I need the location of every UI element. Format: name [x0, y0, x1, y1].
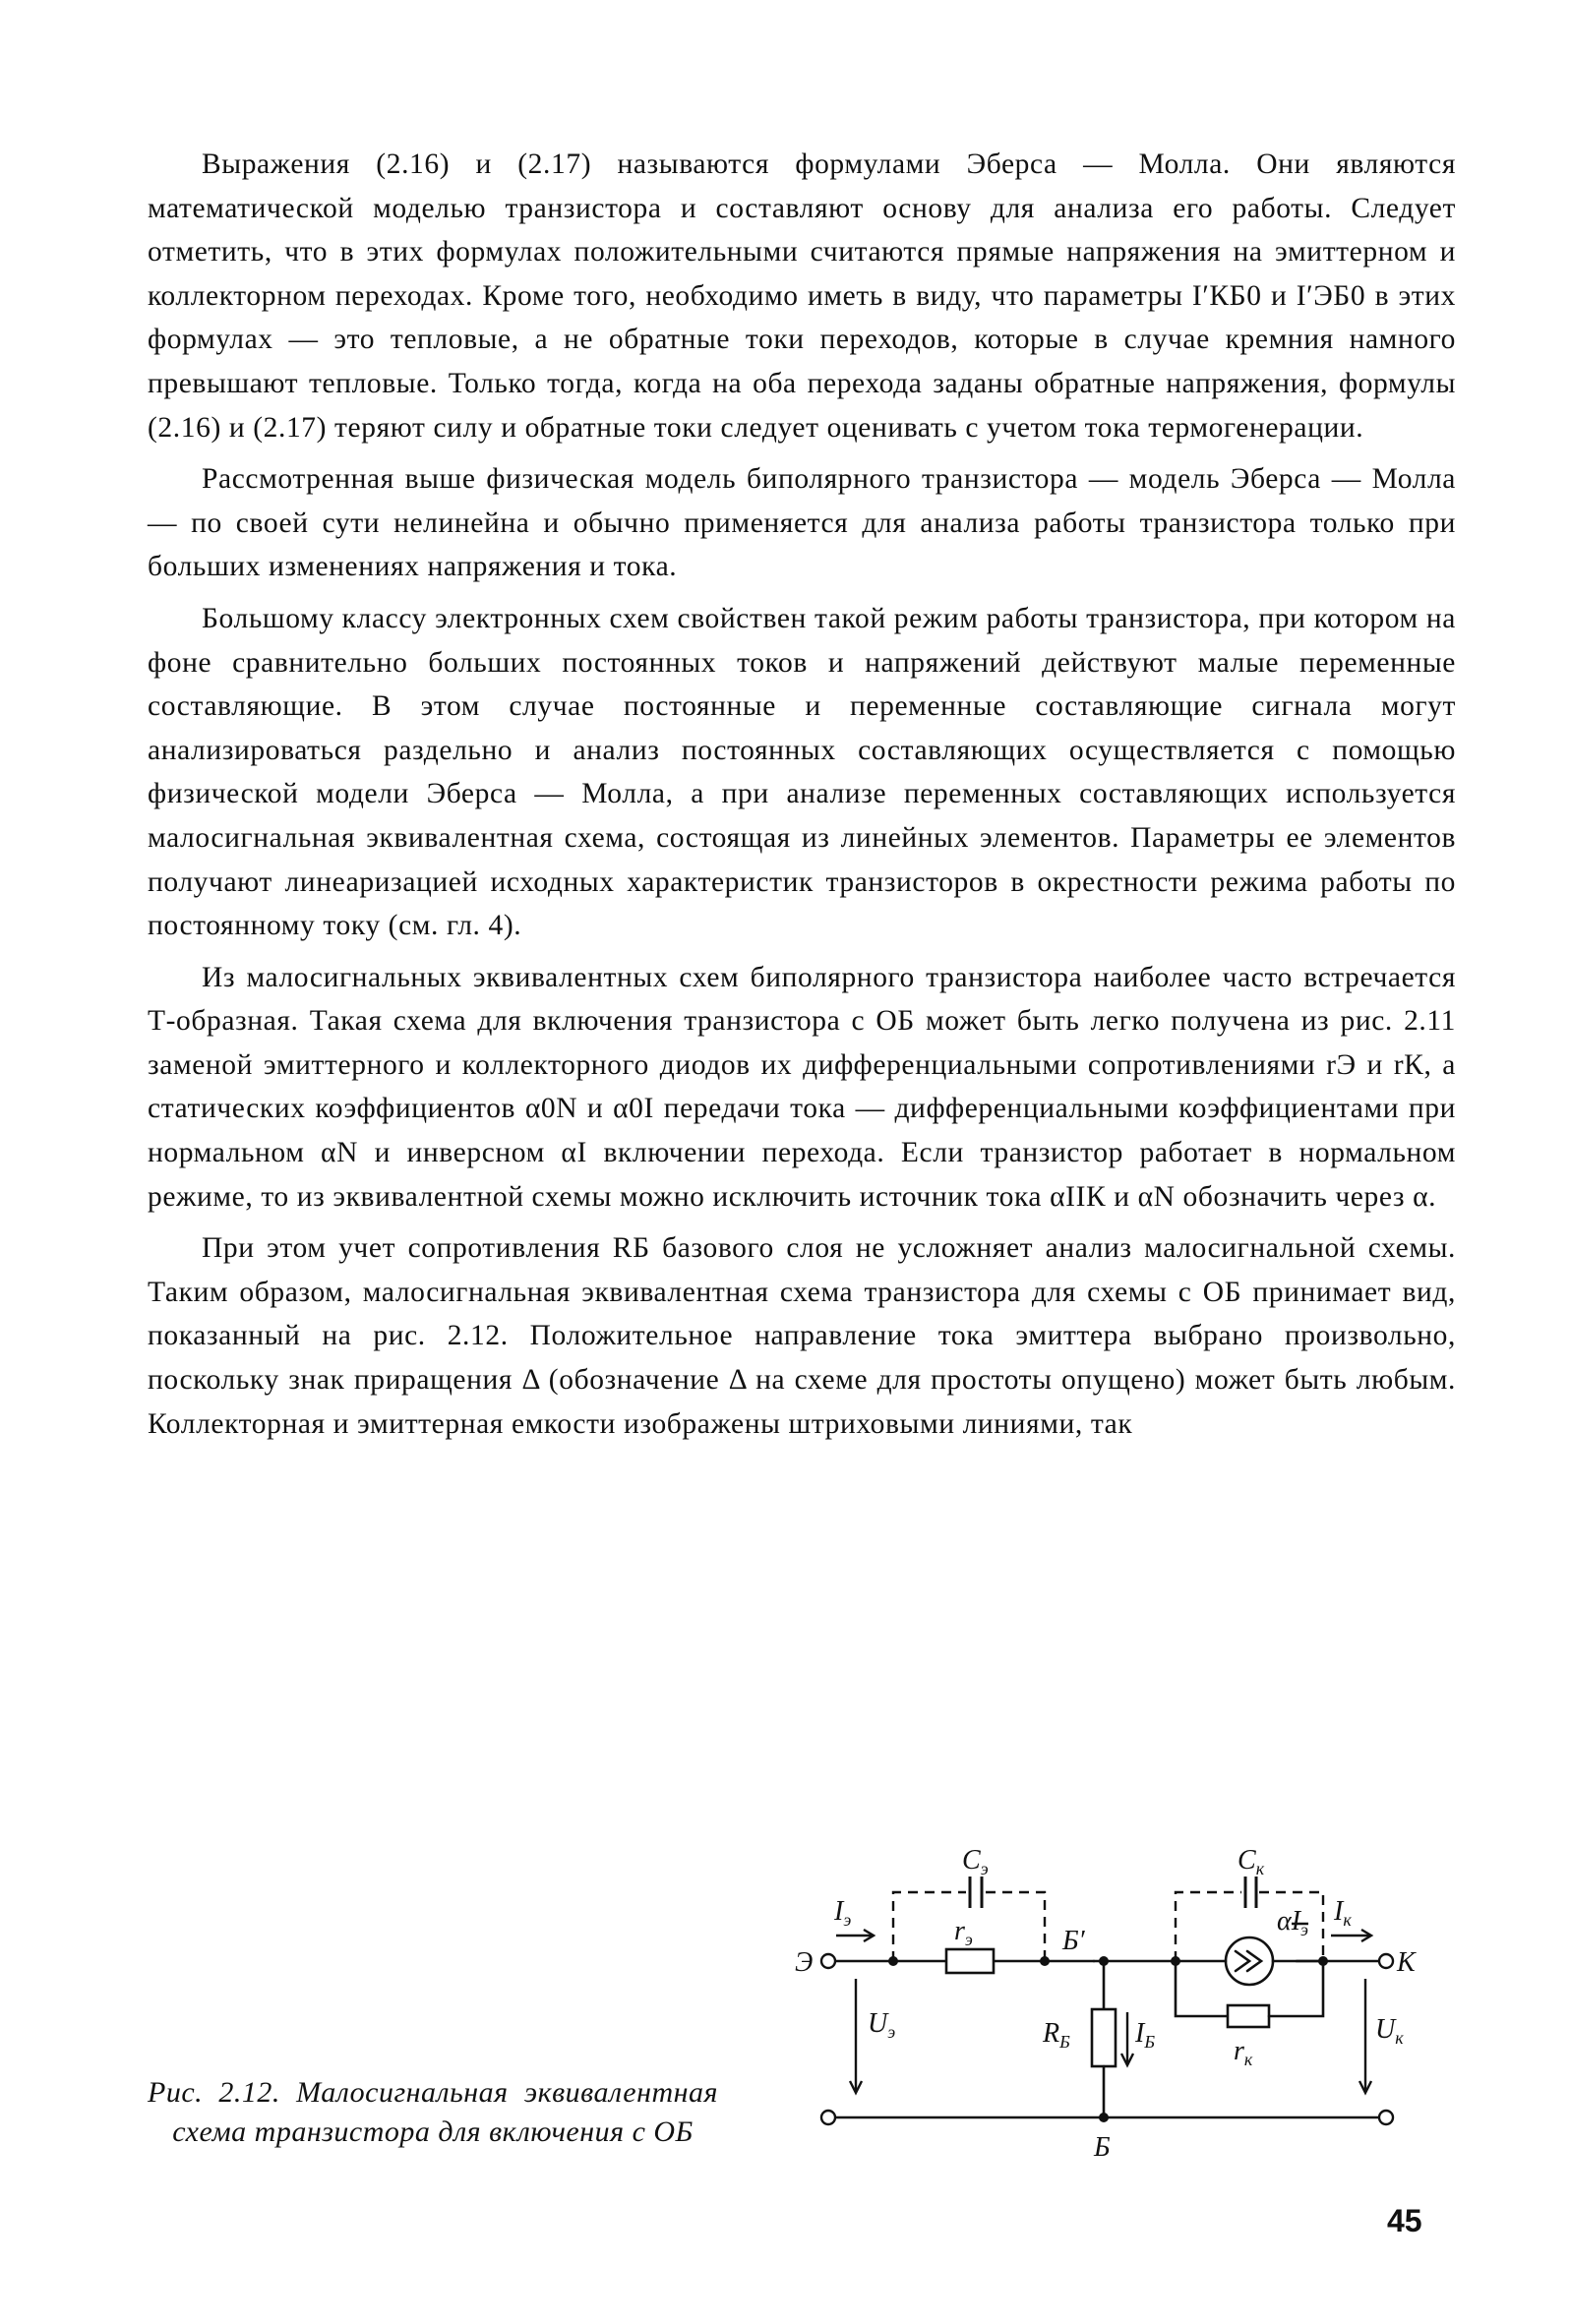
label-emitter: Э	[795, 1947, 814, 1978]
paragraph-small-signal-mode: Большому классу электронных схем свойствен такой режим работы транзистора, при котором на фоне сравнительно больших постоянных токов и напряжений действуют малые переменные составляющие. В этом случае постоянные и переменные составляющие сигнала могут анализироваться раздельно и анализ постоянных составляющих осуществляется с помощью физической модели Эберса — Молла, а при анализе переменных составляющих используется малосигнальная эквивалентная схема, состоящая из линейных элементов. Параметры ее элементов получают линеаризацией исходных характеристик транзисторов в окрестности режима работы по постоянному току (см. гл. 4).	[148, 602, 1456, 942]
terminal-base-left	[821, 2111, 835, 2124]
paragraph-physical-model: Рассмотренная выше физическая модель биполярного транзистора — модель Эберса — Молла — по своей сути нелинейна и обычно применяется для анализа работы транзистора только при больших изменениях напряжения и тока.	[148, 463, 1456, 583]
junction-re-right	[1040, 1956, 1050, 1966]
label-uk: $U_к$	[1375, 2014, 1404, 2048]
label-ce: $C_э$	[962, 1845, 989, 1878]
junction-collector-left	[1171, 1956, 1180, 1966]
label-ie: $I_э$	[834, 1896, 852, 1930]
figure-caption: Рис. 2.12. Малосигнальная эквивалентная схема транзистора для включения с ОБ	[148, 2076, 718, 2148]
junction-collector-right	[1318, 1956, 1328, 1966]
resistor-rb	[1092, 2009, 1116, 2066]
label-ck: $C_к$	[1238, 1845, 1265, 1878]
junction-base-bottom	[1099, 2113, 1109, 2122]
paragraph-t-equivalent: Из малосигнальных эквивалентных схем биполярного транзистора наиболее часто встречается Т-образная. Такая схема для включения транзистора с ОБ может быть легко получена из рис. 2.11 заменой эмиттерного и коллекторного диодов их дифференциальными сопротивлениями rЭ и rК, а статических коэффициентов α0N и α0I передачи тока — дифференциальными коэффициентами при нормальном αN и инверсном αI включении перехода. Если транзистор работает в нормальном режиме, то из эквивалентной схемы можно исключить источник тока αIIК и αN обозначить через α.	[148, 961, 1456, 1213]
resistor-rk	[1228, 2005, 1269, 2027]
terminal-base-right	[1379, 2111, 1393, 2124]
label-re: $r_э$	[954, 1916, 973, 1949]
label-ue: $U_э$	[868, 2008, 896, 2042]
junction-base-top	[1099, 1956, 1109, 1966]
label-ik: $I_к$	[1334, 1896, 1352, 1930]
paragraph-ebers-moll-formulas: Выражения (2.16) и (2.17) называются формулами Эберса — Молла. Они являются математической моделью транзистора и составляют основу для анализа его работы. Следует отметить, что в этих формулах положительными считаются прямые напряжения на эмиттерном и коллекторном переходах. Кроме того, необходимо иметь в виду, что параметры I′КБ0 и I′ЭБ0 в этих формулах — это тепловые, а не обратные токи переходов, которые в случае кремния намного превышают тепловые. Только тогда, когда на оба перехода заданы обратные напряжения, формулы (2.16) и (2.17) теряют силу и обратные токи следует оценивать с учетом тока термогенерации.	[148, 149, 1456, 444]
label-ib: $I_Б$	[1135, 2018, 1155, 2052]
label-rk: $r_к$	[1234, 2036, 1253, 2069]
rk-loop-right	[1269, 1961, 1323, 2016]
label-base-top: Б′	[1062, 1926, 1085, 1956]
label-base-bottom: Б	[1094, 2132, 1111, 2163]
resistor-re	[946, 1949, 994, 1973]
rk-loop-left	[1176, 1961, 1228, 2016]
label-alpha-ie: $\alpha I_э$	[1277, 1906, 1308, 1939]
label-collector: К	[1397, 1947, 1416, 1978]
page-number: 45	[1387, 2203, 1422, 2238]
label-rb: $R_Б$	[1043, 2018, 1070, 2052]
junction-emitter	[888, 1956, 898, 1966]
terminal-collector	[1379, 1954, 1393, 1968]
terminal-emitter	[821, 1954, 835, 1968]
paragraph-base-resistance: При этом учет сопротивления RБ базового слоя не усложняет анализ малосигнальной схемы. Таким образом, малосигнальная эквивалентная схема транзистора для схемы с ОБ принимает вид, показанный на рис. 2.12. Положительное направление тока эмиттера выбрано произвольно, поскольку знак приращения Δ (обозначение Δ на схеме для простоты опущено) может быть любым. Коллекторная и эмиттерная емкости изображены штриховыми линиями, так	[148, 1232, 1456, 1440]
